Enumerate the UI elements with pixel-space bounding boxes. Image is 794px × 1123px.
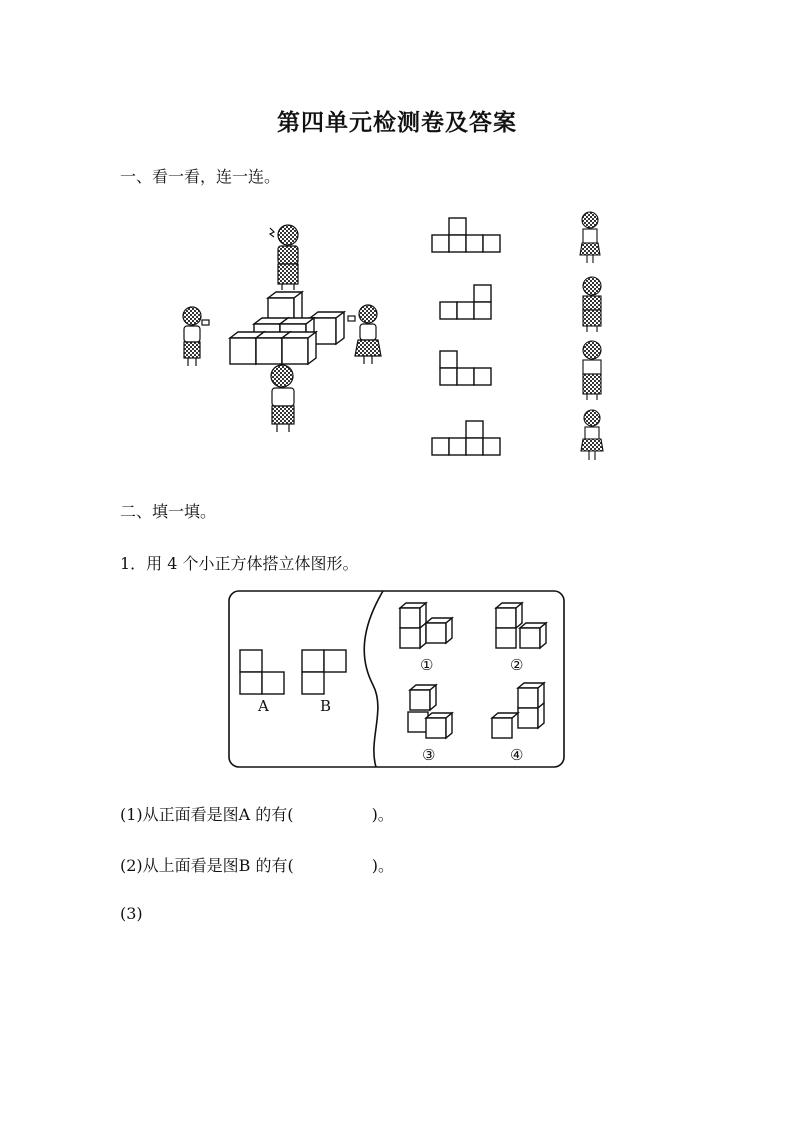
shape-label-3: ③ <box>422 746 436 764</box>
view-a-label: A <box>258 697 269 715</box>
girl-observer-left <box>183 307 209 366</box>
boy-figure-2 <box>583 277 601 332</box>
shape-label-1: ① <box>420 656 434 674</box>
page-title: 第四单元检测卷及答案 <box>277 110 517 136</box>
girl-observer-right <box>348 305 381 364</box>
view-diagram-4 <box>431 419 503 457</box>
section1-heading: 一、看一看，连一连。 <box>120 167 281 186</box>
shape-label-2: ② <box>510 656 524 674</box>
girl-figure-4 <box>581 410 603 460</box>
sub-question-1-suffix: )。 <box>371 805 394 824</box>
section2-heading: 二、填一填。 <box>120 502 217 521</box>
sub-question-3: (3) <box>120 904 143 923</box>
sub-question-1-prefix: (1)从正面看是图A 的有( <box>120 805 294 824</box>
cube-arrangement-figure <box>170 210 400 440</box>
boy-figure-3 <box>583 341 601 400</box>
shape-label-4: ④ <box>510 746 524 764</box>
boy-observer-back <box>270 225 298 290</box>
sub-question-2-prefix: (2)从上面看是图B 的有( <box>120 856 294 875</box>
sub-question-2 <box>120 853 394 876</box>
observer-figures-column <box>570 208 620 468</box>
sub-question-2-suffix: )。 <box>371 856 395 875</box>
question1-figure-box <box>228 590 566 770</box>
view-diagram-1 <box>431 216 503 254</box>
girl-figure-1 <box>580 212 600 263</box>
cube-stack <box>230 292 344 364</box>
boy-observer-front <box>271 365 294 432</box>
view-diagram-3 <box>438 349 494 387</box>
view-b-label: B <box>320 697 332 715</box>
view-diagram-2 <box>438 283 494 321</box>
question1-text: 1．用 4 个小正方体搭立体图形。 <box>120 554 359 573</box>
sub-question-1 <box>120 802 394 825</box>
